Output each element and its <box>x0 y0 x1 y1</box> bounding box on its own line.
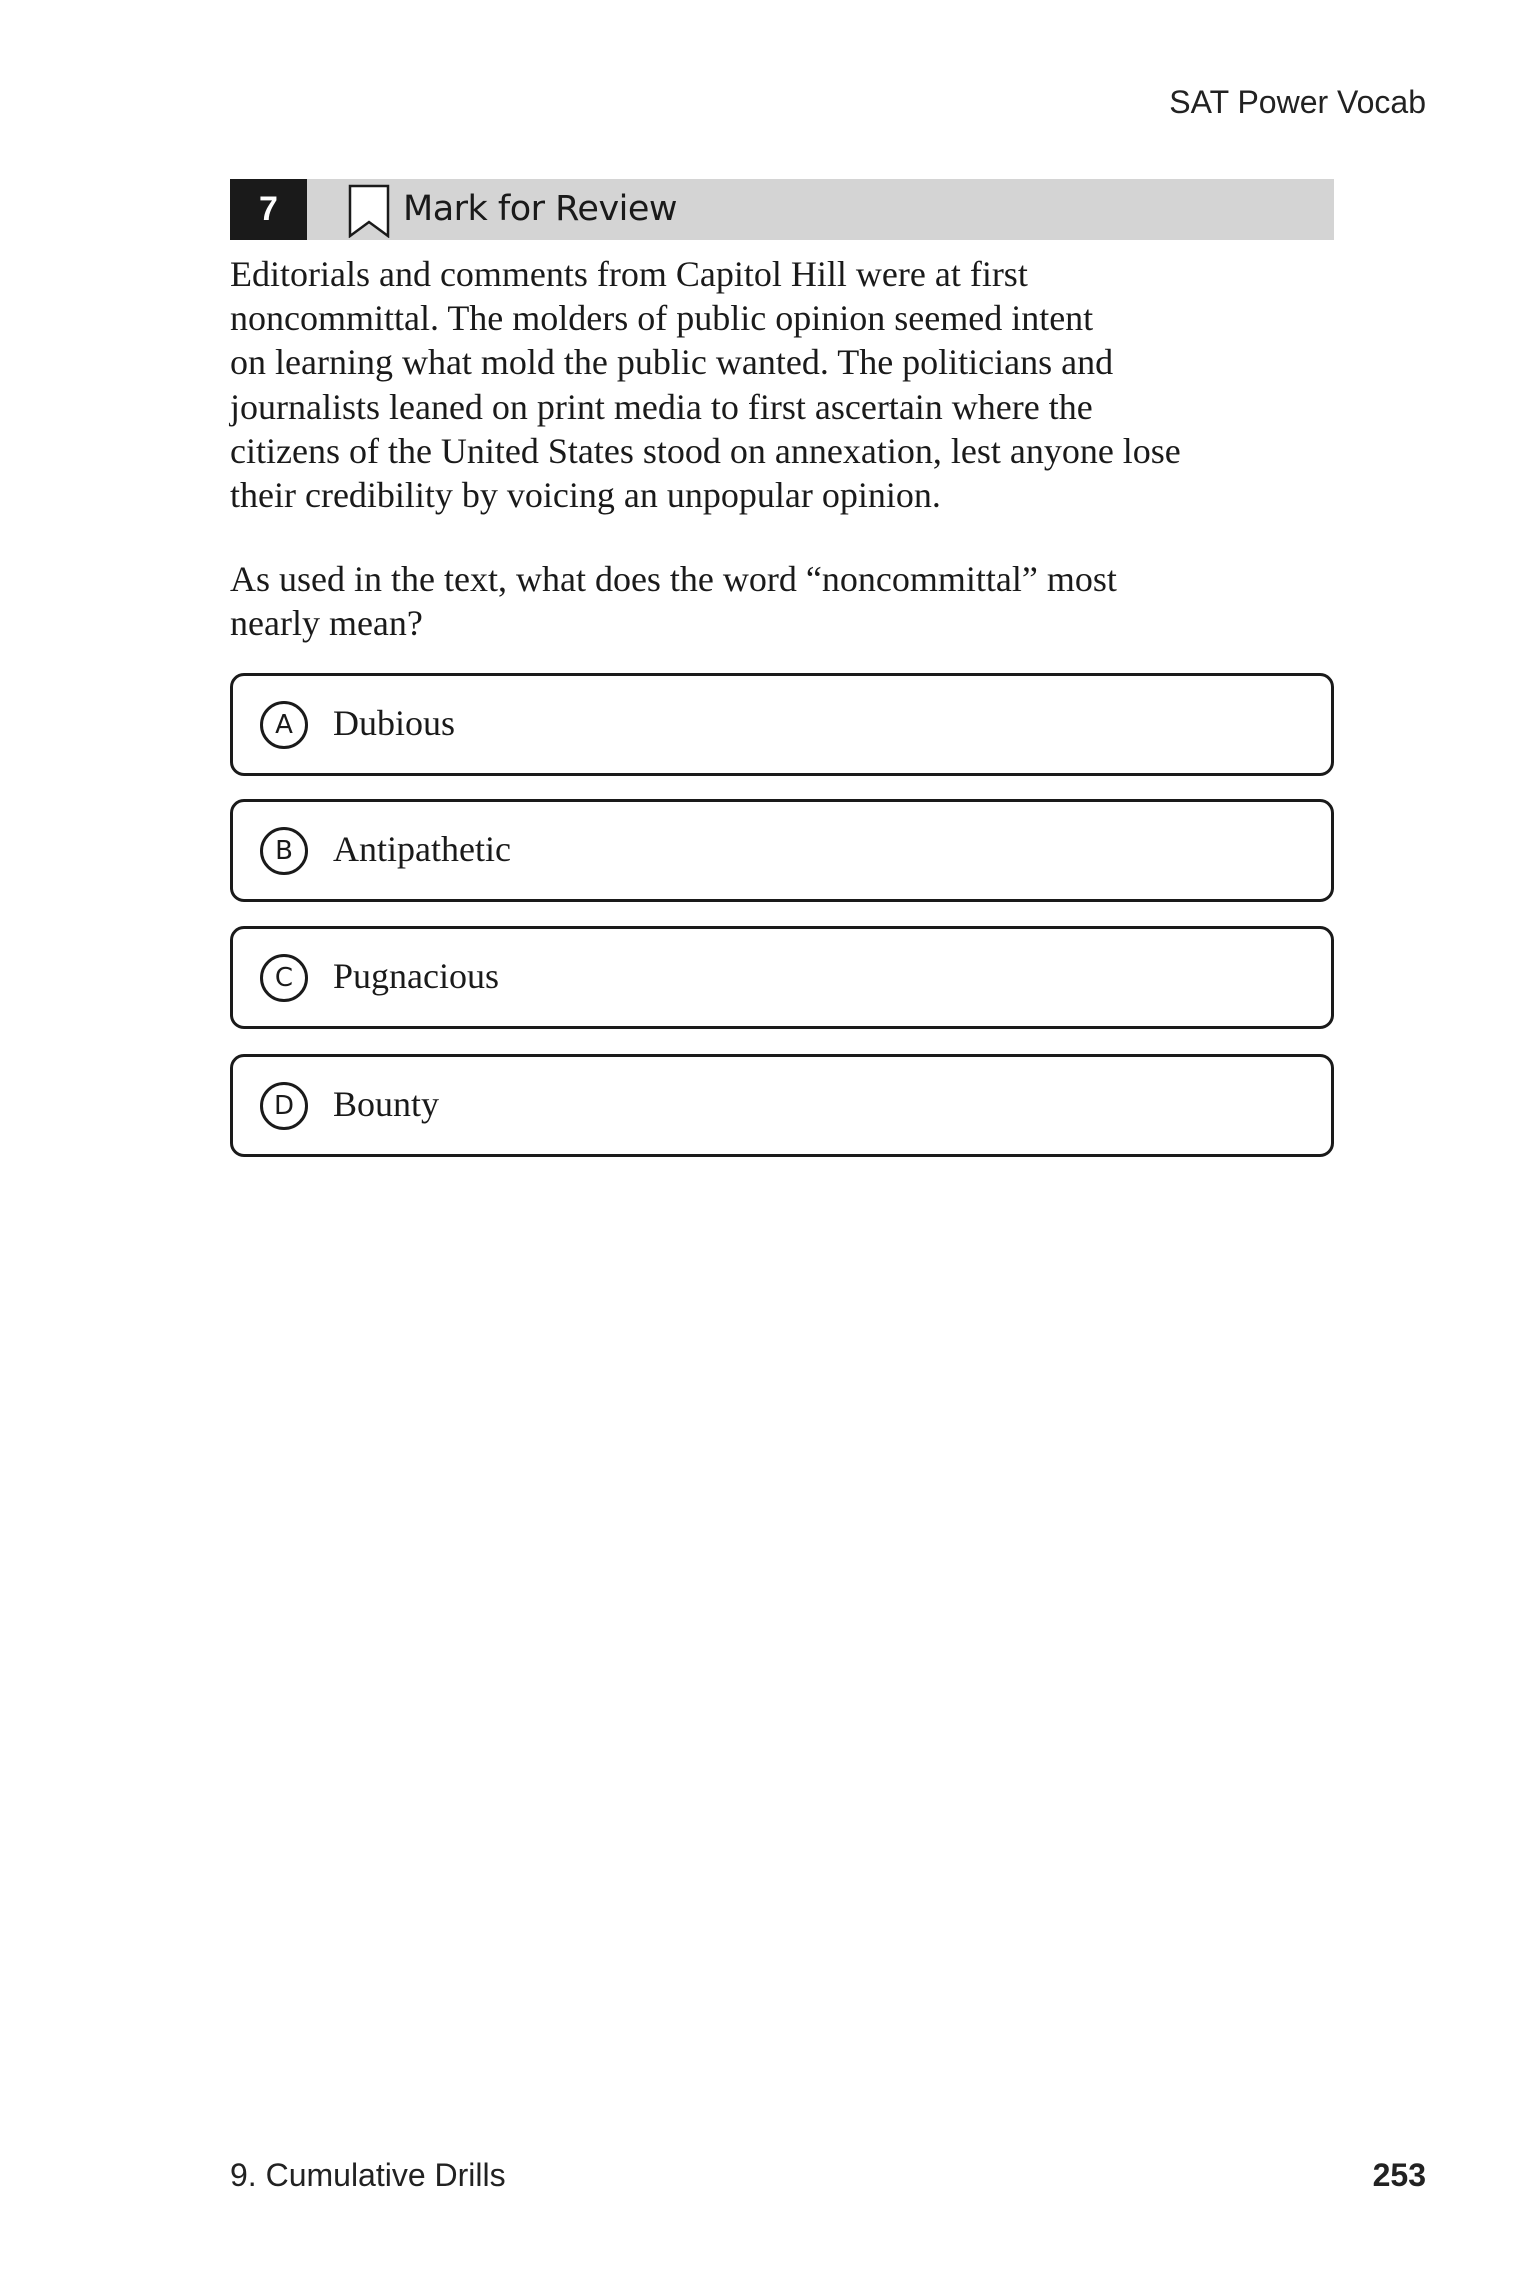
question-number: 7 <box>230 179 307 240</box>
chapter-footer: 9. Cumulative Drills <box>230 2157 506 2193</box>
answer-option-a[interactable] <box>230 673 1334 776</box>
question-header-bar <box>230 179 1334 240</box>
option-letter-circle: D <box>260 1082 308 1130</box>
passage-line: Editorials and comments from Capitol Hill were at first <box>230 254 1028 294</box>
passage-line: on learning what mold the public wanted. The politicians and <box>230 342 1114 383</box>
mark-for-review-button[interactable]: Mark for Review <box>403 189 678 229</box>
bookmark-icon[interactable] <box>348 184 390 238</box>
passage <box>230 252 1350 517</box>
passage-line: journalists leaned on print media to first ascertain where the <box>230 386 1093 427</box>
passage-line: citizens of the United States stood on annexation, lest anyone lose <box>230 430 1181 471</box>
option-letter-circle: C <box>260 954 308 1002</box>
option-text: Pugnacious <box>333 956 499 996</box>
passage-line: their credibility by voicing an unpopular opinion. <box>230 475 941 516</box>
answer-option-c[interactable] <box>230 926 1334 1029</box>
page-number: 253 <box>1372 2157 1426 2193</box>
running-head: SAT Power Vocab <box>1169 84 1426 120</box>
prompt-line: As used in the text, what does the word “noncommittal” most <box>230 559 1117 599</box>
option-letter-circle: B <box>260 827 308 875</box>
option-text: Dubious <box>333 703 456 743</box>
question-prompt <box>230 557 1350 645</box>
passage-line: noncommittal. The molders of public opinion seemed intent <box>230 298 1094 339</box>
answer-option-b[interactable] <box>230 799 1334 902</box>
prompt-line: nearly mean? <box>230 603 423 644</box>
option-text: Bounty <box>333 1084 440 1124</box>
answer-option-d[interactable] <box>230 1054 1334 1157</box>
option-text: Antipathetic <box>333 829 511 869</box>
option-letter-circle: A <box>260 701 308 749</box>
